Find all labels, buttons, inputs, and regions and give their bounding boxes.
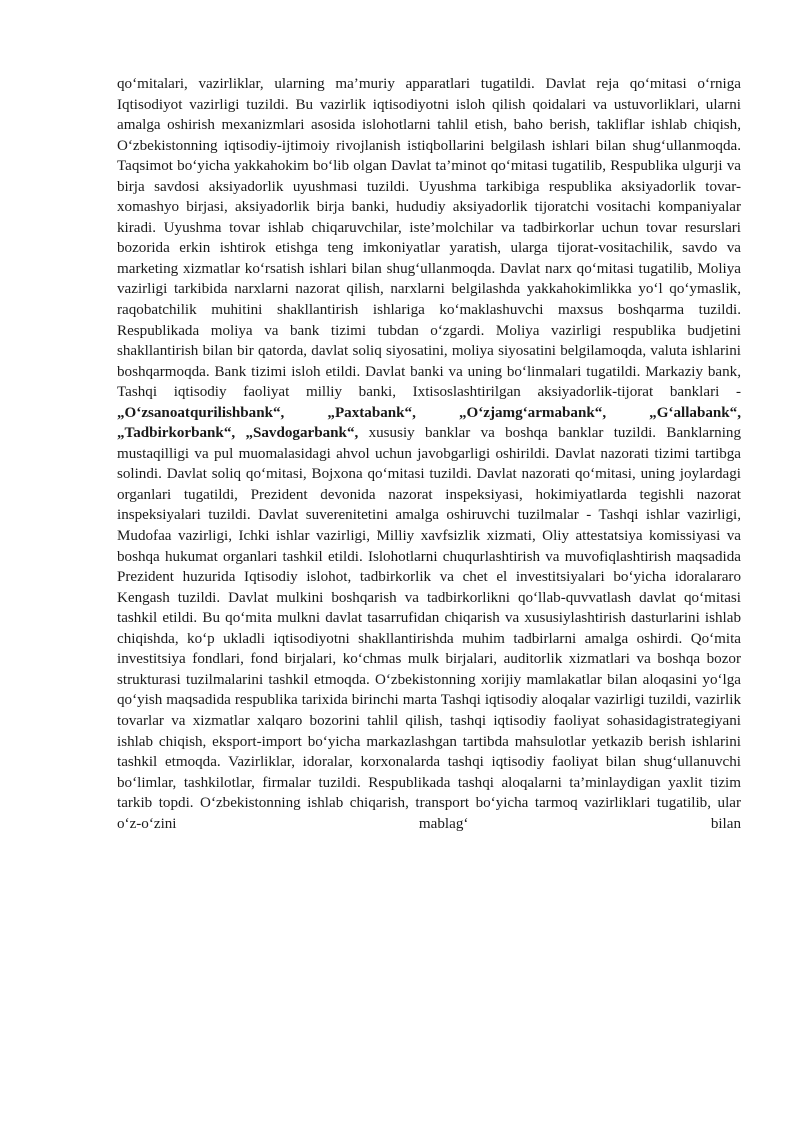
paragraph-text-part-2: xususiy banklar va boshqa banklar tuzildi. Banklarning mustaqilligi va pul muomalasidagi ahvol uchun javobgarligi oshirildi. Davlat nazorati tizimi tartibga solindi. Davlat soliq qo‘mitasi, Bojxona qo‘mitasi tuzildi. Davlat nazorati qo‘mitasi, uning joylardagi organlari tugatildi, Prezident devonida nazorat inspeksiyasi, hokimiyatlarda tegishli nazorat inspeksiyalari tuzildi. Davlat suverenitetini amalga oshiruvchi tuzilmalar - Tashqi ishlar vazirligi, Mudofaa vazirligi, Ichki ishlar vazirligi, Milliy xavfsizlik xizmati, Oliy attestatsiya komissiyasi va boshqa hukumat organlari tashkil etildi. Islohotlarni chuqurlashtirish va muvofiqlashtirish maqsadida Prezident huzurida Iqtisodiy islohot, tadbirkorlik va chet el investitsiyalari bo‘yicha idoralararo Kengash tuzildi. Davlat mulkini boshqarish va tadbirkorlikni qo‘llab-quvvatlash davlat qo‘mitasi tashkil etildi. Bu qo‘mita mulkni davlat tasarrufidan chiqarish va xususiylashtirish dasturlarini ishlab chiqishda, ko‘p ukladli iqtisodiyotni shakllantirishda muhim tadbirlarni amalga oshirdi. Qo‘mita investitsiya fondlari, fond birjalari, ko‘chmas mulk birjalari, auditorlik xizmatlari va boshqa bozor strukturasi tuzilmalarini tashkil etmoqda. O‘zbekistonning xorijiy mamlakatlar bilan aloqasini yo‘lga qo‘yish maqsadida respublika tarixida birinchi marta Tashqi iqtisodiy aloqalar vazirligi tuzildi, vazirlik tovarlar va xizmatlar xalqaro bozorini tahlil qilish, tashqi iqtisodiy faoliyat sohasidagistrategiyani ishlab chiqish, eksport-import bo‘yicha markazlashgan tartibda mahsulotlar yetkazib berish ishlarini tashkil etmoqda. Vazirliklar, idoralar, korxonalarda tashqi iqtisodiy faoliyat bilan shug‘ullanuvchi bo‘limlar, tashkilotlar, firmalar tuzildi. Respublikada tashqi aloqalarni ta’minlaydigan yaxlit tizim tarkib topdi. O‘zbekistonning ishlab chiqarish, transport bo‘yicha tarmoq vazirliklari tugatilib, ular o‘z-o‘zini mablag‘ bilan (117, 425, 741, 832)
body-paragraph (117, 74, 741, 834)
bank-names-bold: „O‘zsanoatqurilishbank“, „Paxtabank“, „O‘zjamg‘armabank“, „G‘allabank“, „Tadbirkorbank“, „Savdogarbank“, (117, 404, 741, 442)
paragraph-text-part-1: qo‘mitalari, vazirliklar, ularning ma’muriy apparatlari tugatildi. Davlat reja qo‘mitasi o‘rniga Iqtisodiyot vazirligi tuzildi. Bu vazirlik iqtisodiyotni isloh qilish qoidalari va ustuvorliklari, ularni amalga oshirish mexanizmlari asosida islohotlarni tahlil etish, baho berish, takliflar ishlab chiqish, O‘zbekistonning iqtisodiy-ijtimoiy rivojlanish istiqbollarini belgilash ishlari bilan shug‘ullanmoqda. Taqsimot bo‘yicha yakkahokim bo‘lib olgan Davlat ta’minot qo‘mitasi tugatilib, Respublika ulgurji va birja savdosi aksiyadorlik uyushmasi tuzildi. Uyushma tarkibiga respublika aksiyadorlik tovar-xomashyo birjasi, aksiyadorlik birja banki, hududiy aksiyadorlik tijoratchi vositachi kompaniyalar kiradi. Uyushma tovar ishlab chiqaruvchilar, iste’molchilar va tadbirkorlar uchun tovar resurslari bozorida erkin ishtirok etishga teng imkoniyatlar yaratish, ularga tijorat-vositachilik, savdo va marketing xizmatlar ko‘rsatish ishlari bilan shug‘ullanmoqda. Davlat narx qo‘mitasi tugatilib, Moliya vazirligi tarkibida narxlarni nazorat qilish, narxlarni belgilashda yakkahokimlikka yo‘l qo‘ymaslik, raqobatchilik muhitini shakllantirish ishlariga ko‘maklashuvchi maxsus boshqarma tuzildi. Respublikada moliya va bank tizimi tubdan o‘zgardi. Moliya vazirligi respublika budjetini shakllantirish bilan bir qatorda, davlat soliq siyosatini, moliya siyosatini belgilamoqda, valuta ishlarini boshqarmoqda. Bank tizimi isloh etildi. Davlat banki va uning bo‘linmalari tugatildi. Markaziy bank, Tashqi iqtisodiy faoliyat milliy banki, Ixtisoslashtirilgan aksiyadorlik-tijorat banklari - (117, 76, 741, 401)
